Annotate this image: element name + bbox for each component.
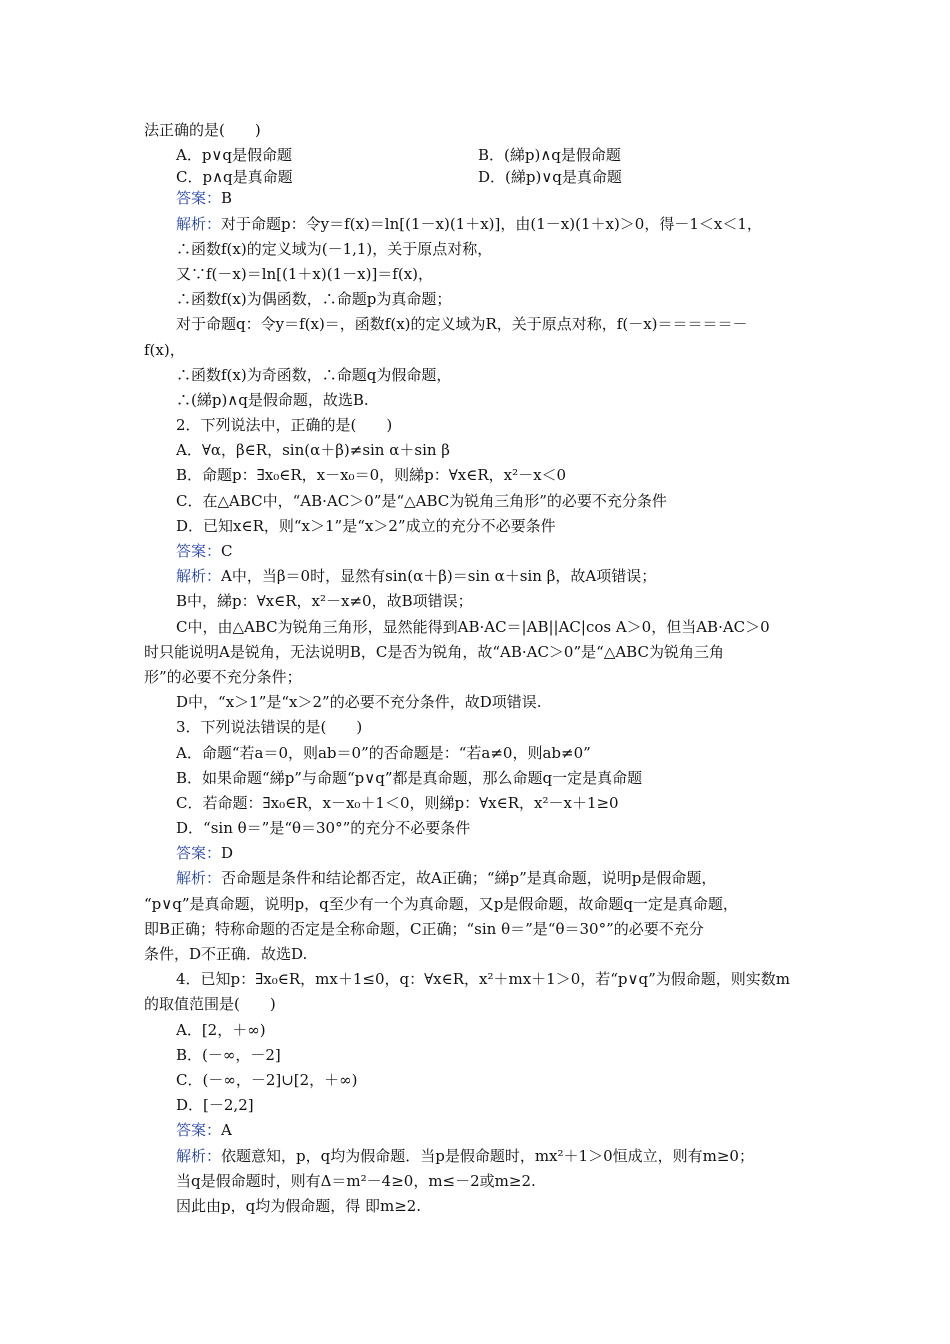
q2-analysis-line-2: B中，綈p：∀x∈R，x²－x≠0，故B项错误； [176,592,473,611]
q3-analysis-line-4: 条件，D不正确．故选D. [144,945,308,963]
q3-stem: 3．下列说法错误的是( ) [176,718,363,737]
q1-answer [144,186,814,211]
analysis-label: 解析： [176,869,222,888]
q4-answer-value: A [221,1121,232,1140]
analysis-label: 解析： [176,567,222,586]
q4-analysis-line-1 [144,1144,814,1169]
answer-label: 答案： [176,1121,222,1140]
q2-option-b: B．命题p：∃x₀∈R，x－x₀＝0，则綈p：∀x∈R，x²－x＜0 [176,466,567,485]
q1-analysis-line-8: ∴(綈p)∧q是假命题，故选B. [176,390,369,409]
q3-analysis-line-1 [144,866,814,891]
q1-option-c: C．p∧q是真命题 [176,168,293,187]
q3-option-a: A．命题“若a＝0，则ab＝0”的否命题是：“若a≠0，则ab≠0” [176,743,591,762]
q1-analysis-line-2: ∴函数f(x)的定义域为(－1,1)，关于原点对称， [176,239,493,258]
q1-answer-value: B [221,189,233,208]
q3-option-b: B．如果命题“綈p”与命题“p∨q”都是真命题，那么命题q一定是真命题 [176,768,643,787]
q1-option-b: B．(綈p)∧q是假命题 [478,146,621,165]
q1-analysis-line-1 [144,212,814,237]
q2-stem: 2．下列说法中，正确的是( ) [176,416,393,435]
q3-analysis-text: 否命题是条件和结论都否定，故A正确；“綈p”是真命题，说明p是假命题， [221,869,717,888]
document-content [144,118,814,1219]
q2-analysis-line-4: 时只能说明A是锐角，无法说明B，C是否为锐角，故“AB·AC＞0”是“△ABC为锐角三角 [144,642,724,661]
q4-stem-line-1: 4．已知p：∃x₀∈R，mx＋1≤0，q：∀x∈R，x²＋mx＋1＞0，若“p∨q”为假命题，则实数m [176,970,790,989]
q4-answer [144,1118,814,1143]
analysis-label: 解析： [176,214,222,233]
q1-analysis-text: 对于命题p：令y＝f(x)＝ln[(1－x)(1＋x)]，由(1－x)(1＋x)＞0，得－1＜x＜1， [221,214,762,233]
q2-analysis-text: A中，当β＝0时，显然有sin(α＋β)＝sin α＋sin β，故A项错误； [221,567,657,586]
answer-label: 答案： [176,542,222,560]
q1-analysis-line-6: f(x)， [144,340,185,359]
q2-option-c: C．在△ABC中，“AB·AC＞0”是“△ABC为锐角三角形”的必要不充分条件 [176,491,667,510]
q3-option-c: C．若命题：∃x₀∈R，x－x₀＋1＜0，则綈p：∀x∈R，x²－x＋1≥0 [176,793,619,812]
q2-option-a: A．∀α，β∈R，sin(α＋β)≠sin α＋sin β [176,441,450,460]
q1-analysis-line-3: 又∵f(－x)＝ln[(1＋x)(1－x)]＝f(x)， [176,264,434,283]
q4-option-b: B．(－∞，－2] [176,1045,281,1064]
q3-analysis-line-3: 即B正确；特称命题的否定是全称命题，C正确；“sin θ＝”是“θ＝30°”的必要不充分 [144,919,704,938]
q1-option-d: D．(綈p)∨q是真命题 [478,168,622,187]
q3-analysis-line-2: “p∨q”是真命题，说明p，q至少有一个为真命题，又p是假命题，故命题q一定是真命题， [144,894,738,913]
q2-analysis-line-5: 形”的必要不充分条件； [144,667,302,686]
q4-option-a: A．[2，＋∞) [176,1020,266,1039]
q2-analysis-line-6: D中，“x＞1”是“x＞2”的必要不充分条件，故D项错误. [176,693,542,712]
answer-label: 答案： [176,189,222,208]
q2-analysis-line-1 [144,564,814,589]
q4-analysis-text: 依题意知，p，q均为假命题．当p是假命题时，mx²＋1＞0恒成立，则有m≥0； [221,1146,754,1165]
q4-analysis-line-3: 因此由p，q均为假命题，得 即m≥2. [176,1196,422,1215]
q3-answer [144,841,814,866]
q2-answer [144,539,814,564]
analysis-label: 解析： [176,1146,222,1165]
q4-analysis-line-2: 当q是假命题时，则有Δ＝m²－4≥0，m≤－2或m≥2. [176,1171,536,1190]
q3-option-d: D．“sin θ＝”是“θ＝30°”的充分不必要条件 [176,819,471,838]
q1-analysis-line-7: ∴函数f(x)为奇函数，∴命题q为假命题， [176,365,452,384]
q1-analysis-line-5: 对于命题q：令y＝f(x)＝，函数f(x)的定义域为R，关于原点对称，f(－x)＝＝＝＝＝－ [176,315,748,334]
q2-answer-value: C [221,542,233,560]
q1-analysis-line-4: ∴函数f(x)为偶函数，∴命题p为真命题； [176,290,452,309]
q1-stem-tail: 法正确的是( ) [144,121,261,139]
q4-option-d: D．[－2,2] [176,1096,254,1115]
q4-stem-line-2: 的取值范围是( ) [144,995,276,1014]
q4-option-c: C．(－∞，－2]∪[2，＋∞) [176,1070,358,1089]
q2-analysis-line-3: C中，由△ABC为锐角三角形，显然能得到AB·AC＝|AB||AC|cos A＞0，但当AB·AC＞0 [176,617,770,636]
answer-label: 答案： [176,844,222,863]
q3-answer-value: D [221,844,234,863]
q1-option-a: A．p∨q是假命题 [176,146,293,165]
q1-options-row-1 [144,143,814,168]
q1-options-row-2 [144,168,814,186]
q2-option-d: D．已知x∈R，则“x＞1”是“x＞2”成立的充分不必要条件 [176,516,556,535]
